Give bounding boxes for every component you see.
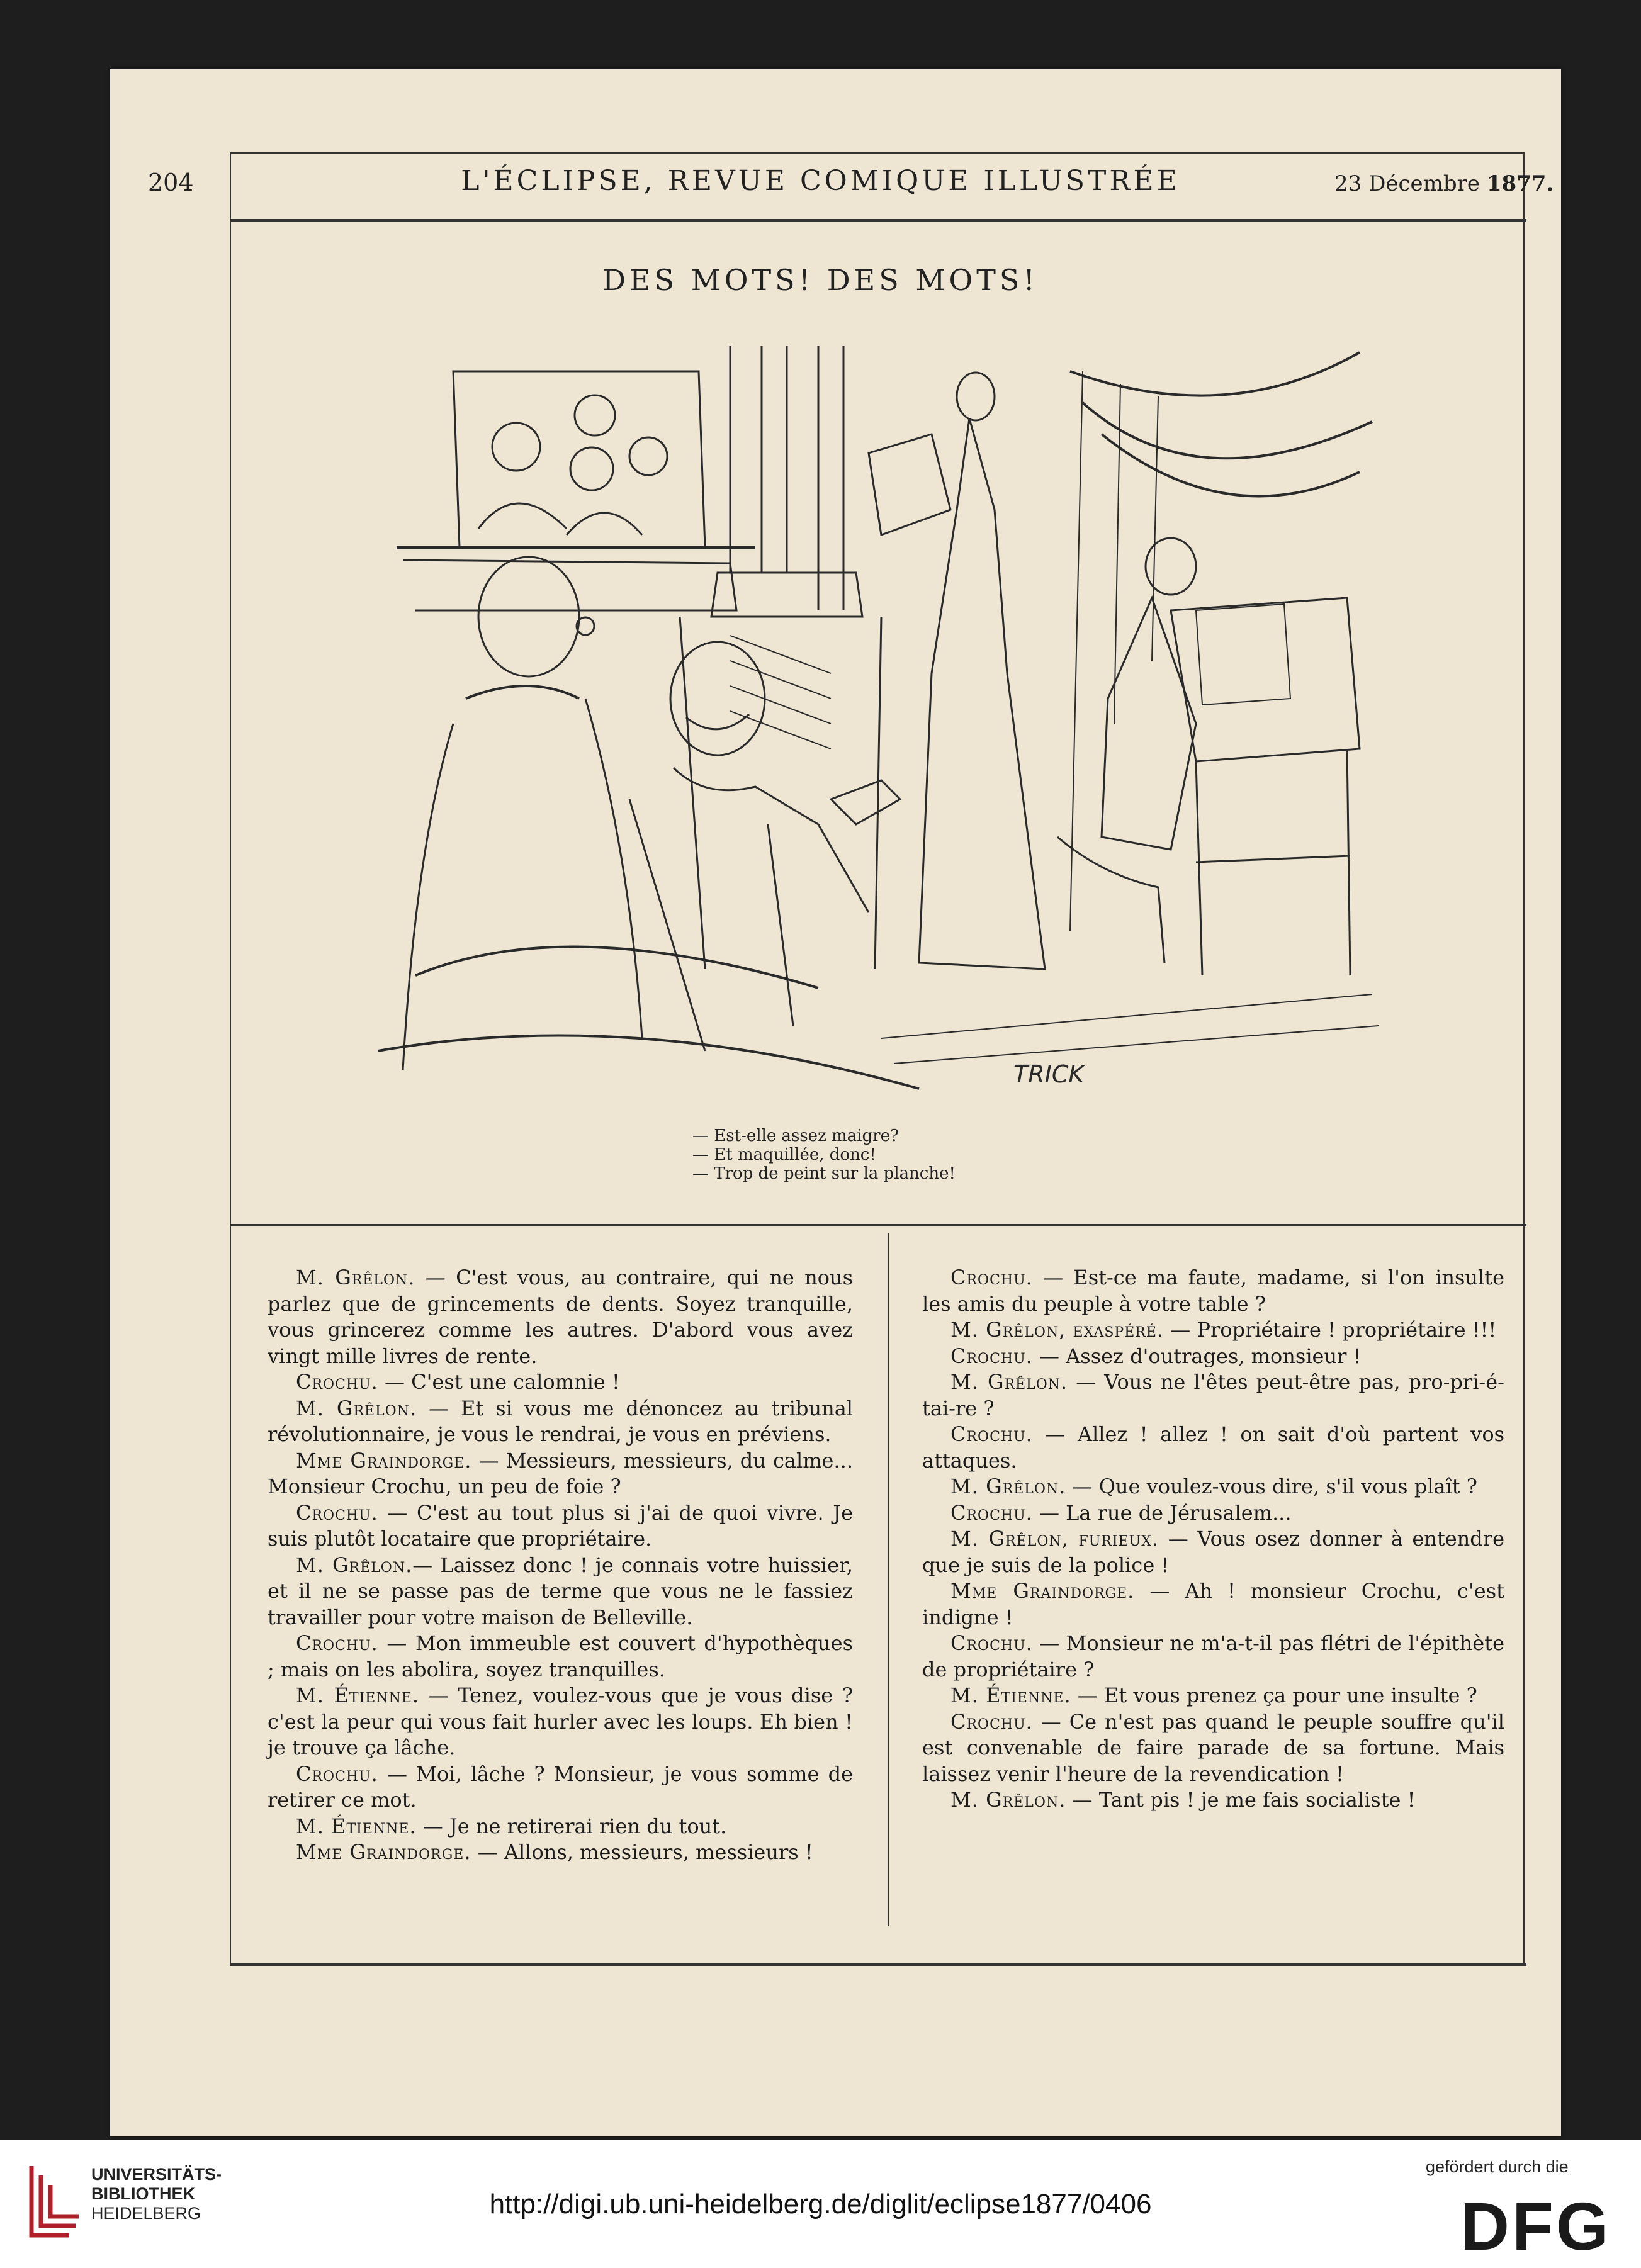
dialogue-paragraph xyxy=(268,1839,853,1866)
dialogue-text: — C'est vous, au contraire, qui ne nous parlez que de grincements de dents. Soyez tranquille, vous grincerez comme les autres. D'abord vous avez vingt mille livres de rente. xyxy=(268,1266,853,1368)
dialogue-paragraph xyxy=(268,1265,853,1369)
library-name-line: BIBLIOTHEK xyxy=(91,2184,195,2203)
speaker-name: Crochu. xyxy=(296,1761,378,1786)
frame-right-rule xyxy=(1523,152,1525,1965)
permalink-url[interactable]: http://digi.ub.uni-heidelberg.de/diglit/eclipse1877/0406 xyxy=(489,2189,1152,2220)
speaker-name: Mme Graindorge. xyxy=(296,1840,471,1864)
page-bottom-rule xyxy=(230,1963,1526,1966)
dialogue-paragraph xyxy=(268,1631,853,1683)
dialogue-text: — Tenez, voulez-vous que je vous dise ? c'est la peur qui vous fait hurler avec les loups. Eh bien ! je trouve ça lâche. xyxy=(268,1683,854,1760)
dialogue-text: — Que voulez-vous dire, s'il vous plaît ? xyxy=(1066,1474,1477,1498)
speaker-name: Crochu. xyxy=(950,1422,1033,1446)
header-bottom-rule xyxy=(230,219,1526,222)
dialogue-paragraph xyxy=(922,1422,1504,1474)
journal-title: L'ÉCLIPSE, REVUE COMIQUE ILLUSTRÉE xyxy=(461,165,1180,197)
page-number: 204 xyxy=(148,169,194,196)
dialogue-text: — Assez d'outrages, monsieur ! xyxy=(1032,1344,1362,1368)
speaker-name: M. Grêlon. xyxy=(950,1788,1066,1812)
dialogue-paragraph xyxy=(922,1787,1504,1814)
left-text-column xyxy=(268,1265,853,1866)
dialogue-paragraph xyxy=(268,1761,853,1814)
speaker-name: M. Étienne. xyxy=(296,1683,420,1707)
dialogue-paragraph xyxy=(922,1526,1504,1578)
dialogue-paragraph xyxy=(922,1683,1504,1709)
speaker-name: Crochu. xyxy=(950,1631,1033,1655)
dialogue-text: — La rue de Jérusalem... xyxy=(1032,1500,1292,1525)
dialogue-paragraph xyxy=(922,1631,1504,1683)
dfg-logo: DFG xyxy=(1460,2188,1611,2264)
issue-date-day: 23 Décembre xyxy=(1334,171,1480,196)
dialogue-paragraph xyxy=(268,1369,853,1396)
speaker-name: M. Grêlon. xyxy=(950,1370,1068,1394)
dialogue-text: — C'est au tout plus si j'ai de quoi vivre. Je suis plutôt locataire que propriétaire. xyxy=(268,1500,853,1551)
speaker-name: M. Grêlon. xyxy=(296,1396,417,1420)
dialogue-text: — Moi, lâche ? Monsieur, je vous somme de retirer ce mot. xyxy=(268,1761,853,1812)
speaker-name: Crochu. xyxy=(296,1500,378,1525)
dialogue-paragraph xyxy=(922,1317,1504,1344)
speaker-name: M. Étienne. xyxy=(296,1814,417,1838)
dialogue-text: — Allons, messieurs, messieurs ! xyxy=(471,1840,813,1864)
caption-line: — Et maquillée, donc! xyxy=(692,1145,876,1164)
dialogue-paragraph xyxy=(922,1344,1504,1370)
speaker-name: M. Étienne. xyxy=(950,1683,1071,1707)
issue-date-year: 1877. xyxy=(1486,171,1554,196)
dialogue-text: — Vous ne l'êtes peut-être pas, pro-pri-é-tai-re ? xyxy=(922,1370,1504,1420)
dialogue-paragraph xyxy=(268,1448,853,1500)
column-divider xyxy=(888,1233,889,1926)
dialogue-text: — Laissez donc ! je connais votre huissier, et il ne se passe pas de terme que vous ne le fassiez travailler pour votre maison de Belleville. xyxy=(268,1552,853,1629)
dialogue-paragraph xyxy=(922,1578,1504,1631)
funding-label: gefördert durch die xyxy=(1426,2157,1569,2176)
speaker-name: M. Grêlon, furieux. xyxy=(950,1527,1159,1551)
dialogue-paragraph xyxy=(922,1265,1504,1317)
dialogue-paragraph xyxy=(268,1396,853,1448)
speaker-name: Crochu. xyxy=(296,1370,378,1394)
dialogue-paragraph xyxy=(922,1709,1504,1788)
cartoon-illustration xyxy=(378,346,1379,1114)
frame-left-rule xyxy=(230,152,231,1965)
dialogue-text: — C'est une calomnie ! xyxy=(378,1370,620,1394)
caption-line: — Est-elle assez maigre? xyxy=(692,1126,899,1145)
dialogue-text: — Tant pis ! je me fais socialiste ! xyxy=(1066,1788,1416,1812)
dialogue-text: — Je ne retirerai rien du tout. xyxy=(416,1814,727,1838)
dialogue-paragraph xyxy=(268,1552,853,1631)
speaker-name: Crochu. xyxy=(950,1266,1033,1289)
dialogue-paragraph xyxy=(922,1369,1504,1422)
artist-signature: TRICK xyxy=(1013,1060,1085,1088)
dialogue-text: — Et si vous me dénoncez au tribunal révolutionnaire, je vous le rendrai, je vous en préviens. xyxy=(268,1396,854,1446)
text-section-top-rule xyxy=(230,1224,1526,1226)
dialogue-paragraph xyxy=(268,1814,853,1840)
dialogue-text: — Est-ce ma faute, madame, si l'on insulte les amis du peuple à votre table ? xyxy=(922,1266,1504,1316)
issue-date xyxy=(1334,171,1554,196)
speaker-name: Crochu. xyxy=(950,1709,1033,1734)
dialogue-text: — Et vous prenez ça pour une insulte ? xyxy=(1071,1683,1477,1707)
speaker-name: M. Grêlon. xyxy=(296,1552,413,1577)
caption-line: — Trop de peint sur la planche! xyxy=(692,1164,956,1183)
dialogue-text: — Propriétaire ! propriétaire !!! xyxy=(1164,1318,1497,1342)
right-text-column xyxy=(922,1265,1504,1814)
library-name-line: UNIVERSITÄTS- xyxy=(91,2165,222,2184)
dialogue-text: — Allez ! allez ! on sait d'où partent vos attaques. xyxy=(922,1422,1504,1473)
dialogue-text: — Ah ! monsieur Crochu, c'est indigne ! xyxy=(922,1579,1504,1629)
dialogue-paragraph xyxy=(268,1500,853,1552)
speaker-name: Mme Graindorge. xyxy=(296,1448,472,1473)
header-top-rule xyxy=(230,152,1523,154)
speaker-name: Crochu. xyxy=(950,1500,1033,1525)
dialogue-text: — Ce n'est pas quand le peuple souffre qu'il est convenable de faire parade de sa fortune. Mais laissez venir l'heure de la revendication ! xyxy=(922,1709,1504,1786)
speaker-name: M. Grêlon. xyxy=(296,1266,415,1289)
dialogue-paragraph xyxy=(922,1474,1504,1500)
cartoon-title: DES MOTS! DES MOTS! xyxy=(602,263,1039,297)
speaker-name: Crochu. xyxy=(296,1631,378,1655)
speaker-name: Mme Graindorge. xyxy=(950,1579,1135,1603)
dialogue-paragraph xyxy=(922,1500,1504,1527)
dialogue-paragraph xyxy=(268,1683,853,1761)
speaker-name: Crochu. xyxy=(950,1344,1033,1368)
speaker-name: M. Grêlon. xyxy=(950,1474,1066,1498)
speaker-name: M. Grêlon, exaspéré. xyxy=(950,1318,1164,1342)
dialogue-text: — Messieurs, messieurs, du calme... Monsieur Crochu, un peu de foie ? xyxy=(268,1448,853,1498)
library-name-line: HEIDELBERG xyxy=(91,2204,201,2223)
dialogue-text: — Monsieur ne m'a-t-il pas flétri de l'épithète de propriétaire ? xyxy=(922,1631,1504,1681)
dialogue-text: — Vous osez donner à entendre que je suis de la police ! xyxy=(922,1527,1505,1577)
dialogue-text: — Mon immeuble est couvert d'hypothèques ; mais on les abolira, soyez tranquilles. xyxy=(268,1631,853,1681)
cartoon-caption xyxy=(692,1126,1070,1183)
